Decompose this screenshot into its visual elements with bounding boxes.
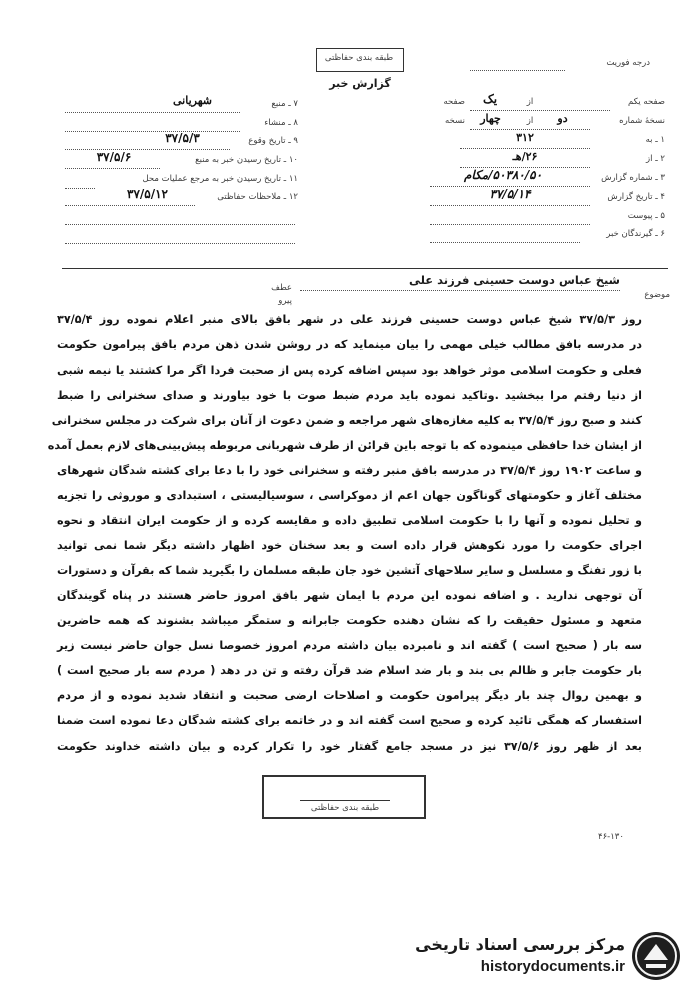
page-label: صفحه یکم	[628, 97, 665, 107]
left-field-7-value: شهریانی	[173, 94, 212, 107]
body-line-12: آن توجهی ندارید . و اضافه نموده این مردم با ایمان شهر بافق امروز حاضر هستند در پناه گویندگان	[57, 589, 642, 602]
copy-num: دو	[557, 112, 568, 125]
urgency-label: درجه فوریت	[606, 58, 650, 68]
body-line-7: و ساعت ۱۹۰۲ روز ۳۷/۵/۴ در مدرسه بافق منبر رفته و سخنرانی خود را با دعا برای کشته شدگان شهرهای	[57, 464, 642, 477]
urgency-dots	[470, 70, 565, 71]
left-field-9-label: ۹ ـ تاریخ وقوع	[248, 136, 298, 146]
body-line-6: از ایشان خدا حافظی مینموده که با توجه باین قرائن از طرف شهربانی مربوطه پیش‌بینی‌های لازم بعمل آمده	[47, 439, 642, 452]
watermark-url: historydocuments.ir	[480, 958, 625, 975]
copy-label: نسخهٔ شماره	[619, 116, 665, 126]
body-line-18: بعد از ظهر روز ۳۷/۵/۶ نیز در مسجد جامع گفتار خود را تکرار کرده و بیان داشته خداوند حکومت	[57, 740, 642, 753]
header-separator	[62, 268, 668, 269]
body-line-13: متعهد و مسئول حقیقت را که نشان دهنده حکومت جابرانه و ستمگر میباشد بشنوند که همه حاضرین	[57, 614, 642, 627]
body-line-8: مختلف آغاز و حکومتهای گوناگون جهان اعم از دموکراسی ، سوسیالیستی ، استبدادی و موروثی را تجزیه	[57, 489, 642, 502]
right-item-3-label: ۳ ـ شماره گزارش	[601, 173, 665, 183]
right-item-5-label: ۵ ـ پیوست	[627, 211, 665, 221]
right-item-5-dots	[430, 224, 590, 225]
right-item-1-dots	[460, 148, 590, 149]
right-item-2-label: ۲ ـ از	[646, 154, 665, 164]
right-item-6-label: ۶ ـ گیرندگان خبر	[606, 229, 665, 239]
left-field-8-label: ۸ ـ منشاء	[264, 118, 298, 128]
body-line-9: و تحلیل نموده و آنها را با حکومت اسلامی تطبیق داده و مقایسه کرده و از حکومت ایران انتقاد و نحوه	[57, 514, 642, 527]
subject-dots	[300, 290, 620, 291]
subject-label: موضوع	[644, 290, 670, 300]
copy-suffix: نسخه	[445, 116, 465, 126]
page-suffix: صفحه	[443, 97, 465, 107]
watermark-logo-icon	[630, 930, 682, 982]
left-field-11-dots	[65, 188, 95, 189]
page-of: از	[526, 97, 534, 107]
body-line-10: اجرای حکومت را مورد نکوهش قرار داده است و بعد سخنان خود اظهار داشته دیگر شما نمی توانید	[57, 539, 642, 552]
right-item-1-label: ۱ ـ به	[645, 135, 665, 145]
body-line-2: در مدرسه بافق مطالب خیلی مهمی را بیان مینماید که در روشن شدن ذهن مردم بافق پیرامون حکومت	[57, 338, 642, 351]
body-line-14: سه بار ( صحیح است ) گفته اند و نامبرده بیان داشته مردم امروز خصوصا نسل جوان حاضر نیست زیر	[57, 639, 642, 652]
right-item-6-dots	[430, 242, 580, 243]
left-field-12-label: ۱۲ ـ ملاحظات حفاظتی	[217, 192, 298, 202]
right-item-4-label: ۴ ـ تاریخ گزارش	[607, 192, 665, 202]
left-field-11-label: ۱۱ ـ تاریخ رسیدن خبر به مرجع عملیات محل	[142, 174, 298, 184]
left-field-12-value: ۳۷/۵/۱۲	[127, 187, 168, 201]
classification-top: طبقه بندی حفاظتی	[324, 53, 394, 63]
peiro-label: پیرو	[278, 296, 292, 306]
report-title: گزارش خبر	[329, 77, 391, 90]
right-item-4-dots	[430, 205, 590, 206]
body-line-11: با زور تفنگ و مسلسل و سایر سلاحهای آتشین خود جان طبقه مسلمان را بگیرید شما که بقرآن و دستورات	[57, 564, 642, 577]
left-field-10-dots	[65, 168, 160, 169]
body-line-5: کنند و صبح روز ۳۷/۵/۴ به کلیه مغازه‌های شهر مراجعه و ضمن دعوت از آنان برای شرکت در مجلس سخنرانی	[51, 414, 642, 427]
form-code: ۴۶-۱۳۰	[598, 832, 624, 842]
right-item-4-value: ۳۷/۵/۱۴	[489, 187, 531, 201]
right-item-3-value: ۵۰۳۸۰/۵۰/مکام	[463, 168, 543, 182]
page-dots	[470, 110, 610, 111]
copy-dots	[470, 129, 590, 130]
left-field-9-value: ۳۷/۵/۳	[165, 131, 200, 145]
page-total: یک	[482, 92, 498, 106]
body-line-4: از دنیا رفتم مرا ببخشید .وتاکید نموده باید مردم ضبط صوت با خود بیاورند و صدای سخنرانی را ضبط	[57, 389, 642, 402]
left-extra-dots-2	[65, 243, 295, 244]
body-line-16: و بهمین روال چند بار دیگر پیرامون حکومت و اصلاحات ارضی صحبت و انتقاد شدید نموده و از مردم	[57, 689, 642, 702]
body-line-15: بار حکومت جابر و ظالم بی بند و بار ضد اسلام ضد قرآن رفته و تن در دهد ( مردم سه بار صحیح است )	[57, 664, 642, 677]
left-field-10-value: ۳۷/۵/۶	[96, 150, 132, 164]
subject-value: شیخ عباس دوست حسینی فرزند علی	[408, 273, 620, 287]
left-field-12-dots	[65, 205, 195, 206]
classification-bottom-rule	[300, 800, 390, 801]
right-item-1-value: ۳۱۲	[516, 131, 534, 144]
atf-label: عطف	[271, 283, 292, 293]
copy-total: چهار	[480, 112, 501, 125]
classification-bottom: طبقه بندی حفاظتی	[310, 803, 380, 813]
body-line-3: فعلی و حکومت اسلامی موثر خواهد بود سپس اضافه کرده پس از صحبت فردا اگر مرا کشتند یا نیمه شبی	[57, 364, 642, 377]
left-field-7-label: ۷ ـ منبع	[271, 99, 298, 109]
left-field-7-dots	[65, 112, 240, 113]
left-extra-dots-1	[65, 224, 295, 225]
right-item-2-value: ۲۶/هـ	[512, 150, 538, 163]
watermark-name: مرکز بررسی اسناد تاریخی	[415, 935, 625, 954]
body-line-1: روز ۳۷/۵/۳ شیخ عباس دوست حسینی فرزند علی در شهر بافق بالای منبر اعلام نموده روز ۳۷/۵/۴	[57, 313, 643, 326]
left-field-10-label: ۱۰ ـ تاریخ رسیدن خبر به منبع	[195, 155, 298, 165]
copy-of: از	[526, 116, 534, 126]
body-line-17: استفسار که همگی تائید کرده و صحیح است گفته اند و در خاتمه برای کشته شدگان دعا نموده است ضمنا	[57, 714, 642, 727]
